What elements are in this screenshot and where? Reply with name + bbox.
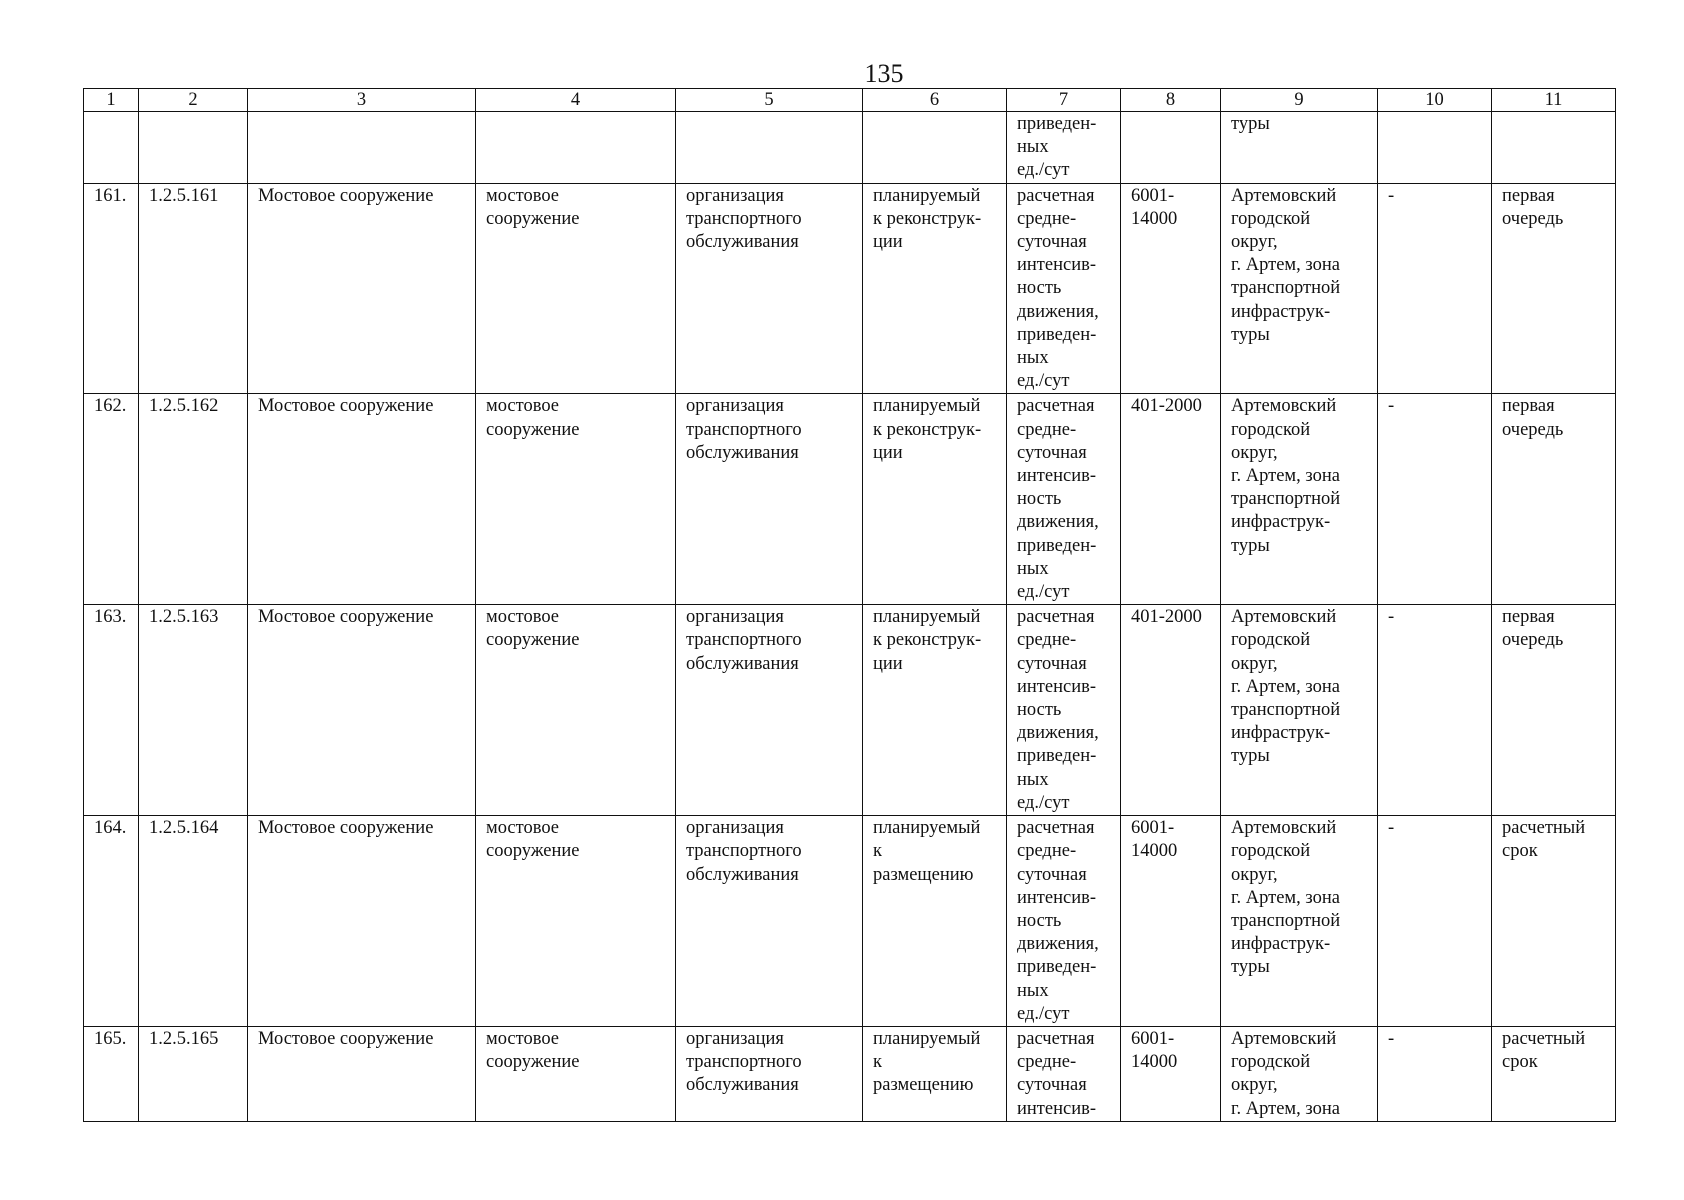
object-name: Мостовое сооружение	[248, 183, 476, 394]
object-type: мостовое сооружение	[476, 394, 676, 605]
object-location: Артемовский городской округ, г. Артем, зона транспортной инфраструк- туры	[1221, 394, 1378, 605]
table-row	[84, 1026, 1616, 1121]
object-status: планируемый к размещению	[863, 816, 1007, 1027]
object-purpose: организация транспортного обслуживания	[676, 394, 863, 605]
object-code: 1.2.5.165	[139, 1026, 248, 1121]
object-code: 1.2.5.163	[139, 605, 248, 816]
characteristic-name: расчетная средне- суточная интенсив- ность движения, приведен- ных ед./сут	[1007, 816, 1121, 1027]
table-cell	[863, 112, 1007, 184]
characteristic-value: 401-2000	[1121, 605, 1221, 816]
object-location: Артемовский городской округ, г. Артем, зона транспортной инфраструк- туры	[1221, 816, 1378, 1027]
object-type: мостовое сооружение	[476, 1026, 676, 1121]
column-header: 6	[863, 89, 1007, 112]
object-name: Мостовое сооружение	[248, 605, 476, 816]
table-row	[84, 605, 1616, 816]
characteristic-value: 6001- 14000	[1121, 1026, 1221, 1121]
implementation-term: расчетный срок	[1492, 816, 1616, 1027]
object-name: Мостовое сооружение	[248, 394, 476, 605]
object-location: Артемовский городской округ, г. Артем, зона	[1221, 1026, 1378, 1121]
table-cell	[1492, 112, 1616, 184]
zone-info: -	[1378, 816, 1492, 1027]
object-code: 1.2.5.162	[139, 394, 248, 605]
column-header: 10	[1378, 89, 1492, 112]
column-header: 1	[84, 89, 139, 112]
zone-info: -	[1378, 605, 1492, 816]
table-row	[84, 394, 1616, 605]
zone-info: -	[1378, 394, 1492, 605]
table-row	[84, 183, 1616, 394]
characteristic-name: расчетная средне- суточная интенсив- ность движения, приведен- ных ед./сут	[1007, 183, 1121, 394]
characteristic-value: 401-2000	[1121, 394, 1221, 605]
object-code: 1.2.5.164	[139, 816, 248, 1027]
object-code: 1.2.5.161	[139, 183, 248, 394]
zone-info: -	[1378, 1026, 1492, 1121]
implementation-term: первая очередь	[1492, 183, 1616, 394]
table-row-continuation	[84, 112, 1616, 184]
object-purpose: организация транспортного обслуживания	[676, 1026, 863, 1121]
object-name: Мостовое сооружение	[248, 816, 476, 1027]
row-number: 164.	[84, 816, 139, 1027]
table-row	[84, 816, 1616, 1027]
object-type: мостовое сооружение	[476, 183, 676, 394]
table-cell	[1121, 112, 1221, 184]
table-cell: приведен- ных ед./сут	[1007, 112, 1121, 184]
column-header: 4	[476, 89, 676, 112]
object-name: Мостовое сооружение	[248, 1026, 476, 1121]
implementation-term: первая очередь	[1492, 605, 1616, 816]
table-cell	[476, 112, 676, 184]
object-purpose: организация транспортного обслуживания	[676, 816, 863, 1027]
object-location: Артемовский городской округ, г. Артем, зона транспортной инфраструк- туры	[1221, 605, 1378, 816]
column-header: 5	[676, 89, 863, 112]
object-location: Артемовский городской округ, г. Артем, зона транспортной инфраструк- туры	[1221, 183, 1378, 394]
table-cell	[84, 112, 139, 184]
header-row	[84, 89, 1616, 112]
data-table	[83, 88, 1616, 1122]
column-header: 7	[1007, 89, 1121, 112]
table-cell	[248, 112, 476, 184]
table-cell: туры	[1221, 112, 1378, 184]
object-status: планируемый к реконструк- ции	[863, 183, 1007, 394]
column-header: 2	[139, 89, 248, 112]
row-number: 163.	[84, 605, 139, 816]
object-status: планируемый к реконструк- ции	[863, 605, 1007, 816]
table-cell	[139, 112, 248, 184]
column-header: 11	[1492, 89, 1616, 112]
table-cell	[1378, 112, 1492, 184]
column-header: 3	[248, 89, 476, 112]
object-type: мостовое сооружение	[476, 816, 676, 1027]
characteristic-value: 6001- 14000	[1121, 183, 1221, 394]
characteristic-name: расчетная средне- суточная интенсив-	[1007, 1026, 1121, 1121]
object-type: мостовое сооружение	[476, 605, 676, 816]
row-number: 161.	[84, 183, 139, 394]
row-number: 162.	[84, 394, 139, 605]
implementation-term: расчетный срок	[1492, 1026, 1616, 1121]
zone-info: -	[1378, 183, 1492, 394]
column-header: 8	[1121, 89, 1221, 112]
table-cell	[676, 112, 863, 184]
characteristic-name: расчетная средне- суточная интенсив- ность движения, приведен- ных ед./сут	[1007, 605, 1121, 816]
object-purpose: организация транспортного обслуживания	[676, 183, 863, 394]
object-status: планируемый к реконструк- ции	[863, 394, 1007, 605]
object-purpose: организация транспортного обслуживания	[676, 605, 863, 816]
implementation-term: первая очередь	[1492, 394, 1616, 605]
characteristic-value: 6001- 14000	[1121, 816, 1221, 1027]
object-status: планируемый к размещению	[863, 1026, 1007, 1121]
page-number: 135	[864, 59, 904, 88]
row-number: 165.	[84, 1026, 139, 1121]
column-header: 9	[1221, 89, 1378, 112]
characteristic-name: расчетная средне- суточная интенсив- ность движения, приведен- ных ед./сут	[1007, 394, 1121, 605]
